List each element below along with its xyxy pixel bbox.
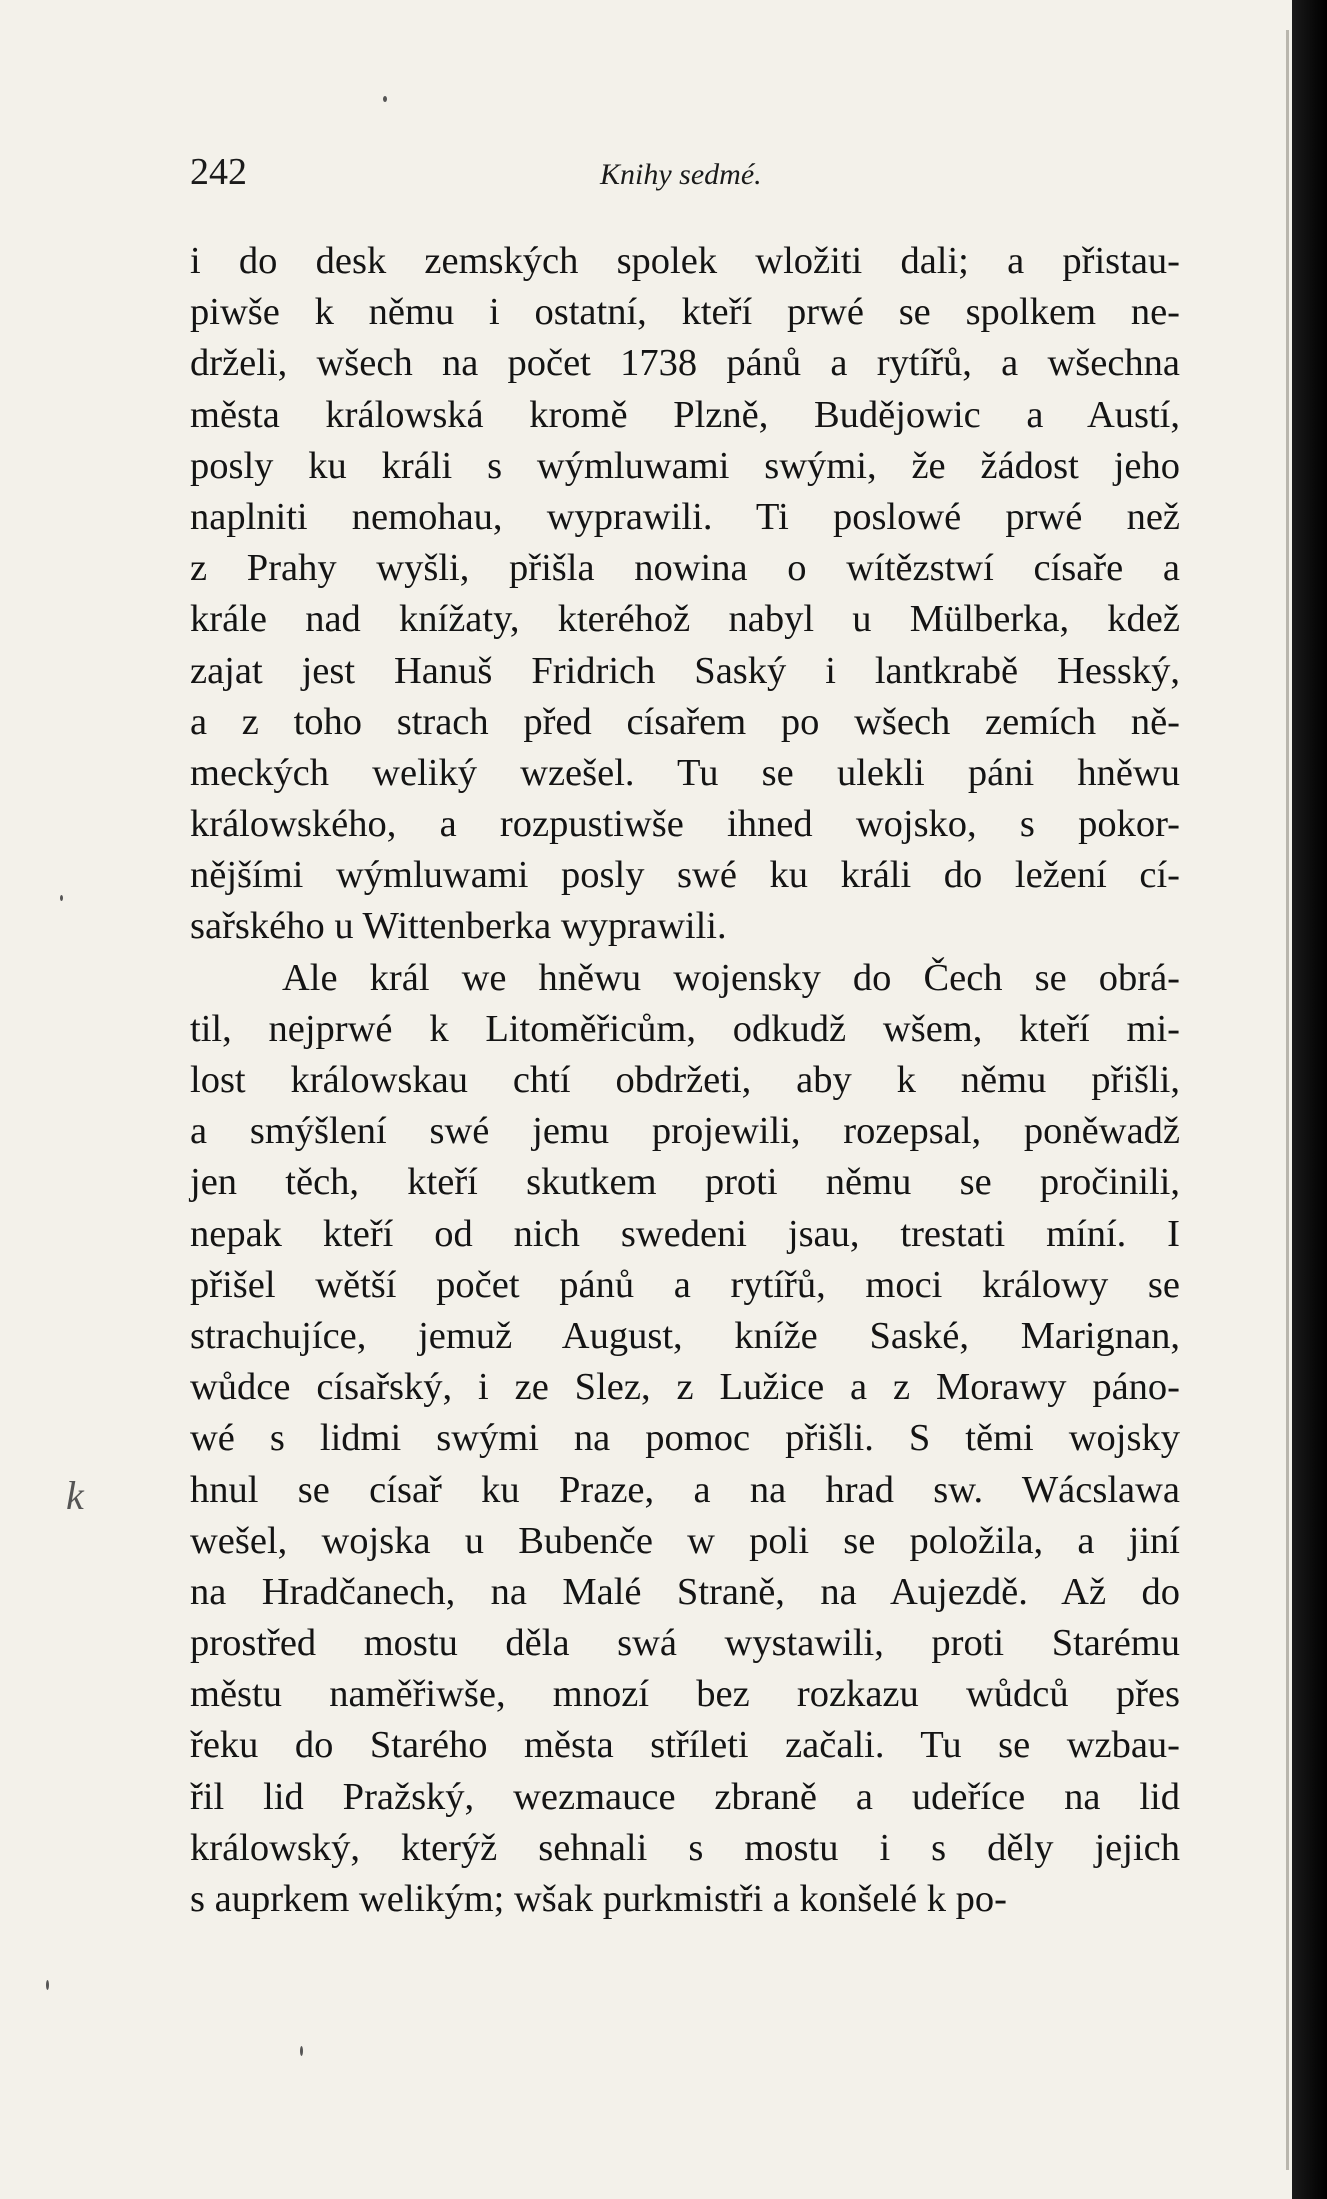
text-line: strachujíce, jemuž August, kníže Saské, Marignan, <box>190 1314 1180 1357</box>
ink-speck <box>300 2046 303 2056</box>
text-line: til, nejprwé k Litoměřicům, odkudž wšem, kteří mi- <box>190 1007 1180 1050</box>
text-line: posly ku králi s wýmluwami swými, že žádost jeho <box>190 444 1180 487</box>
paragraph <box>190 236 1180 953</box>
text-line: nepak kteří od nich swedeni jsau, trestati míní. I <box>190 1212 1180 1255</box>
running-title: Knihy sedmé. <box>600 158 762 191</box>
paragraph <box>190 953 1180 1926</box>
text-line: naplniti nemohau, wyprawili. Ti poslowé prwé než <box>190 495 1180 538</box>
text-line: městu naměřiwše, mnozí bez rozkazu wůdců přes <box>190 1673 1180 1716</box>
text-line: wešel, wojska u Bubenče w poli se položila, a jiní <box>190 1519 1180 1562</box>
text-line: na Hradčanech, na Malé Straně, na Aujezdě. Až do <box>190 1570 1180 1613</box>
page-edge-shadow <box>1286 30 1289 2170</box>
text-line: meckých weliký wzešel. Tu se ulekli páni hněwu <box>190 751 1180 794</box>
text-line: přišel wětší počet pánů a rytířů, moci králowy se <box>190 1263 1180 1306</box>
text-line: sařského u Wittenberka wyprawili. <box>190 905 727 948</box>
text-line: wůdce císařský, i ze Slez, z Lužice a z Morawy páno- <box>190 1366 1180 1409</box>
text-line: zajat jest Hanuš Fridrich Saský i lantkrabě Hesský, <box>190 649 1180 692</box>
text-line: jen těch, kteří skutkem proti němu se pročinili, <box>190 1161 1180 1204</box>
text-line: s auprkem welikým; wšak purkmistři a konšelé k po- <box>190 1878 1007 1920</box>
page-header <box>190 150 1180 200</box>
text-line: Ale král we hněwu wojensky do Čech se obrá- <box>282 956 1180 999</box>
text-line: krále nad knížaty, kteréhož nabyl u Mülberka, kdež <box>190 598 1180 641</box>
text-line: prostřed mostu děla swá wystawili, proti Starému <box>190 1622 1180 1665</box>
scan-right-edge <box>1292 0 1327 2199</box>
text-line: města králowská kromě Plzně, Budějowic a Austí, <box>190 393 1180 436</box>
text-line: hnul se císař ku Praze, a na hrad sw. Wácslawa <box>190 1468 1180 1511</box>
text-line: z Prahy wyšli, přišla nowina o wítězstwí císaře a <box>190 547 1180 590</box>
text-line: wé s lidmi swými na pomoc přišli. S těmi wojsky <box>190 1417 1180 1460</box>
page-number: 242 <box>190 151 247 193</box>
text-line: řil lid Pražský, wezmauce zbraně a udeříce na lid <box>190 1775 1180 1818</box>
text-line: a smýšlení swé jemu projewili, rozepsal, poněwadž <box>190 1110 1180 1153</box>
body-text <box>190 236 1180 1925</box>
ink-speck <box>60 895 63 901</box>
text-line: lost králowskau chtí obdržeti, aby k němu přišli, <box>190 1059 1180 1101</box>
ink-speck <box>46 1980 49 1990</box>
text-line: piwše k němu i ostatní, kteří prwé se spolkem ne- <box>190 291 1180 334</box>
text-line: nějšími wýmluwami posly swé ku králi do ležení cí- <box>190 854 1180 897</box>
text-line: a z toho strach před císařem po wšech zemích ně- <box>190 700 1180 743</box>
text-line: králowského, a rozpustiwše ihned wojsko, s pokor- <box>190 803 1180 846</box>
text-line: drželi, wšech na počet 1738 pánů a rytířů, a wšechna <box>190 342 1180 385</box>
text-line: králowský, kterýž sehnali s mostu i s děly jejich <box>190 1826 1180 1869</box>
ink-speck <box>383 96 387 102</box>
text-line: i do desk zemských spolek wložiti dali; a přistau- <box>190 240 1180 282</box>
text-line: řeku do Starého města stříleti začali. Tu se wzbau- <box>190 1724 1180 1767</box>
margin-note: k <box>66 1473 84 1518</box>
